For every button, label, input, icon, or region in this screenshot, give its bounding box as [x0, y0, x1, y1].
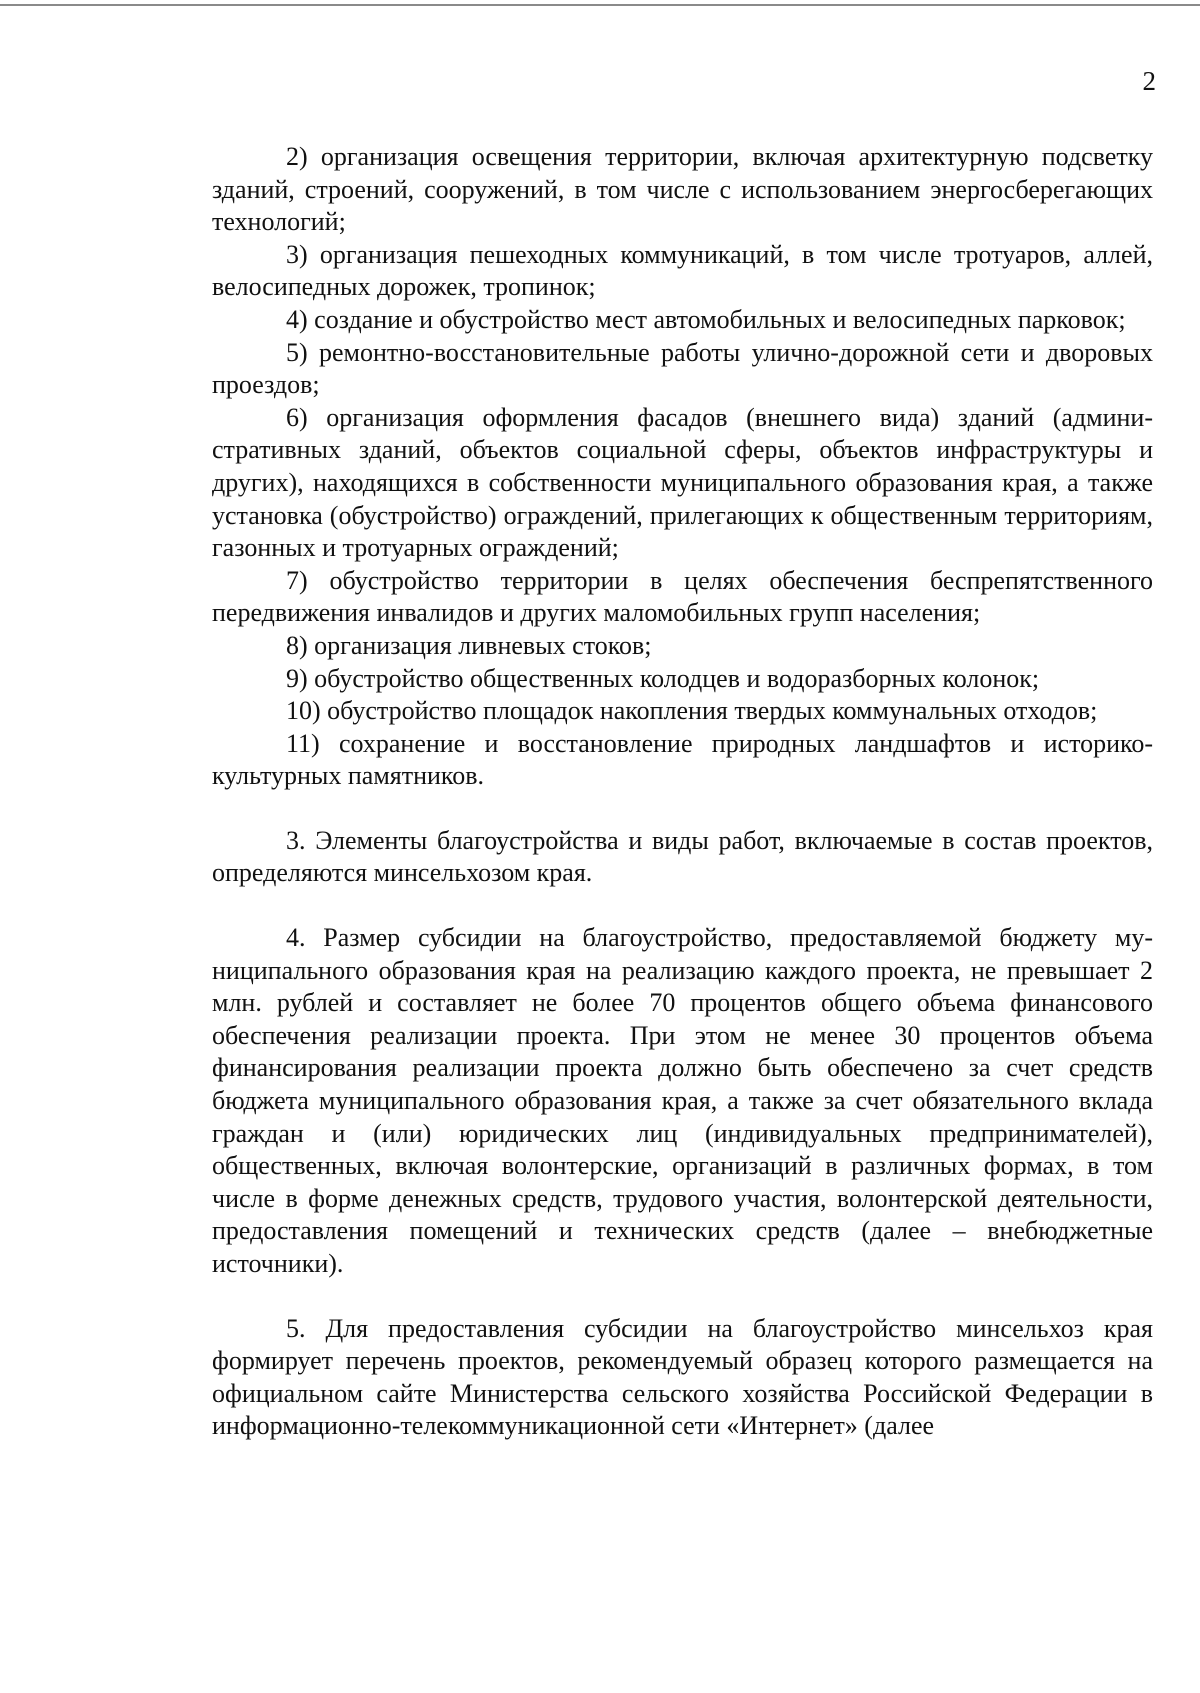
list-item-5: 5) ремонтно-восстановительные работы улично-дорожной сети и дворовых проездов; [212, 337, 1153, 400]
list-item-3: 3) организация пешеходных коммуникаций, в том числе тротуаров, аллей, велосипедных дорожек, тропинок; [212, 239, 1153, 302]
section-5-paragraph: 5. Для предоставления субсидии на благоустройство минсельхоз края формирует перечень проектов, рекомендуемый образец которого размещается на официальном сайте Министерства сельского хозяйства Российской Федерации в информационно-телекоммуникационной сети «Интернет» (далее [212, 1313, 1153, 1441]
list-item-10: 10) обустройство площадок накопления твердых коммунальных отходов; [286, 696, 1098, 726]
list-item-2: 2) организация освещения территории, включая архитектурную подсветку зданий, строений, сооружений, в том числе с использованием энергосберегающих технологий; [212, 142, 1153, 237]
list-item-6: 6) организация оформления фасадов (внешнего вида) зданий (административных зданий, объектов социальной сферы, объектов инфраструктуры и других), находящихся в собственности муниципального образования края, а также установка (обустройство) ограждений, прилегающих к общественным территориям, газонных и тротуарных ограждений; [212, 402, 1153, 563]
section-4-paragraph: 4. Размер субсидии на благоустройство, предоставляемой бюджету муниципального образования края на реализацию каждого проекта, не превышает 2 млн. рублей и составляет не более 70 процентов общего объема финансового обеспечения реализации проекта. При этом не менее 30 процентов объема финансирования реализации проекта должно быть обеспечено за счет средств бюджета муниципального образования края, а также за счет обязательного вклада граждан и (или) юридических лиц (индивидуальных предпринимателей), общественных, включая волонтерские, организаций в различных формах, в том числе в форме денежных средств, трудового участия, волонтерской деятельности, предоставления помещений и технических средств (далее – внебюджетные источники). [212, 923, 1153, 1278]
top-border-line [0, 4, 1200, 6]
page-number: 2 [1142, 66, 1156, 96]
document-body [212, 141, 1153, 1443]
list-item-8: 8) организация ливневых стоков; [286, 630, 652, 660]
section-3-paragraph: 3. Элементы благоустройства и виды работ, включаемые в состав проектов, определяются минсельхозом края. [212, 825, 1153, 888]
list-item-11: 11) сохранение и восстановление природных ландшафтов и историко-культурных памятников. [212, 728, 1153, 791]
list-item-4: 4) создание и обустройство мест автомобильных и велосипедных парковок; [286, 304, 1126, 334]
list-item-7: 7) обустройство территории в целях обеспечения беспрепятственного передвижения инвалидов и других маломобильных групп населения; [212, 565, 1153, 628]
list-item-9: 9) обустройство общественных колодцев и водоразборных колонок; [286, 663, 1040, 693]
